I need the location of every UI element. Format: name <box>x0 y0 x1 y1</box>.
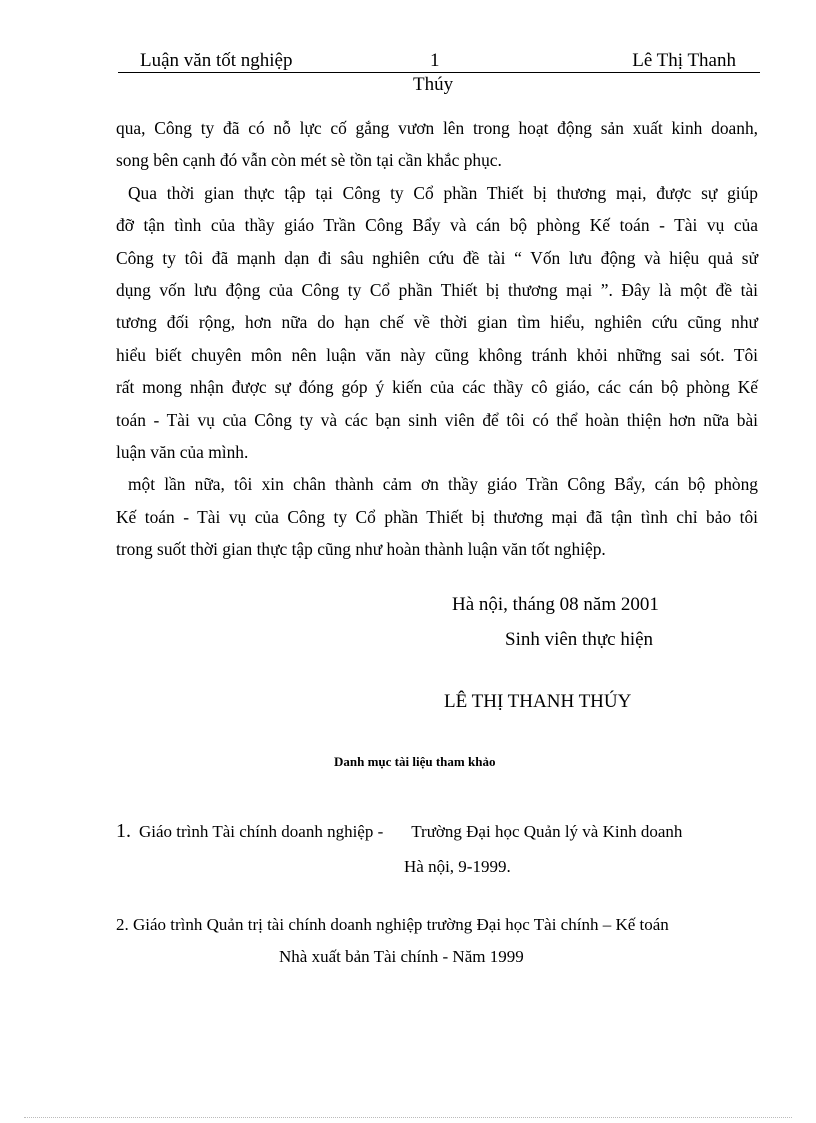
body-line: luận văn của mình. <box>116 441 249 462</box>
body-line: toán - Tài vụ của Công ty và các bạn sinh viên để tôi có thể hoàn thiện hơn nữa bài <box>116 409 758 430</box>
body-line: rất mong nhận được sự đóng góp ý kiến của các thầy cô giáo, các cán bộ phòng Kế <box>116 377 758 398</box>
body-line: Công ty tôi đã mạnh dạn đi sâu nghiên cứu đề tài “ Vốn lưu động và hiệu quả sử <box>116 247 758 268</box>
body-line: Qua thời gian thực tập tại Công ty Cổ phần Thiết bị thương mại, được sự giúp <box>128 182 758 203</box>
page-header <box>118 50 760 73</box>
body-line: song bên cạnh đó vẫn còn mét sè tồn tại cần khắc phục. <box>116 150 502 171</box>
header-page-number: 1 <box>430 50 440 71</box>
header-author-continuation: Thúy <box>413 74 454 95</box>
signature-role: Sinh viên thực hiện <box>505 629 654 650</box>
page-bottom-divider <box>24 1117 792 1118</box>
signature-date: Hà nội, tháng 08 năm 2001 <box>452 594 659 615</box>
reference-item-1 <box>116 820 682 843</box>
reference-part: Giáo trình Tài chính doanh nghiệp - <box>139 822 384 841</box>
body-line: qua, Công ty đã có nỗ lực cố gắng vươn lên trong hoạt động sản xuất kinh doanh, <box>116 118 758 138</box>
reference-item-2: 2. Giáo trình Quản trị tài chính doanh nghiệp trường Đại học Tài chính – Kế toán <box>116 915 669 934</box>
body-line: tương đối rộng, hơn nữa do hạn chế về thời gian tìm hiểu, nghiên cứu cũng như <box>116 312 758 333</box>
reference-number: 1. <box>116 820 131 842</box>
header-title: Luận văn tốt nghiệp <box>140 50 293 71</box>
body-line: đỡ tận tình của thầy giáo Trần Công Bẩy và cán bộ phòng Kế toán - Tài vụ của <box>116 215 758 236</box>
references-title: Danh mục tài liệu tham khảo <box>334 754 496 769</box>
signature-name: LÊ THỊ THANH THÚY <box>444 691 632 712</box>
body-line: Kế toán - Tài vụ của Công ty Cổ phần Thiết bị thương mại đã tận tình chỉ bảo tôi <box>116 506 758 527</box>
reference-part: Trường Đại học Quản lý và Kinh doanh <box>411 822 683 841</box>
body-line: một lần nữa, tôi xin chân thành cảm ơn thầy giáo Trần Công Bẩy, cán bộ phòng <box>128 474 758 495</box>
body-line: trong suốt thời gian thực tập cũng như hoàn thành luận văn tốt nghiệp. <box>116 539 606 560</box>
body-text <box>116 112 758 565</box>
body-line: dụng vốn lưu động của Công ty Cổ phần Thiết bị thương mại ”. Đây là một đề tài <box>116 279 758 300</box>
body-line: hiểu biết chuyên môn nên luận văn này cũng không tránh khỏi những sai sót. Tôi <box>116 344 758 365</box>
reference-item-1-line2: Hà nội, 9-1999. <box>404 857 511 876</box>
header-author: Lê Thị Thanh <box>632 50 736 71</box>
reference-item-2-line2: Nhà xuất bản Tài chính - Năm 1999 <box>279 947 524 966</box>
